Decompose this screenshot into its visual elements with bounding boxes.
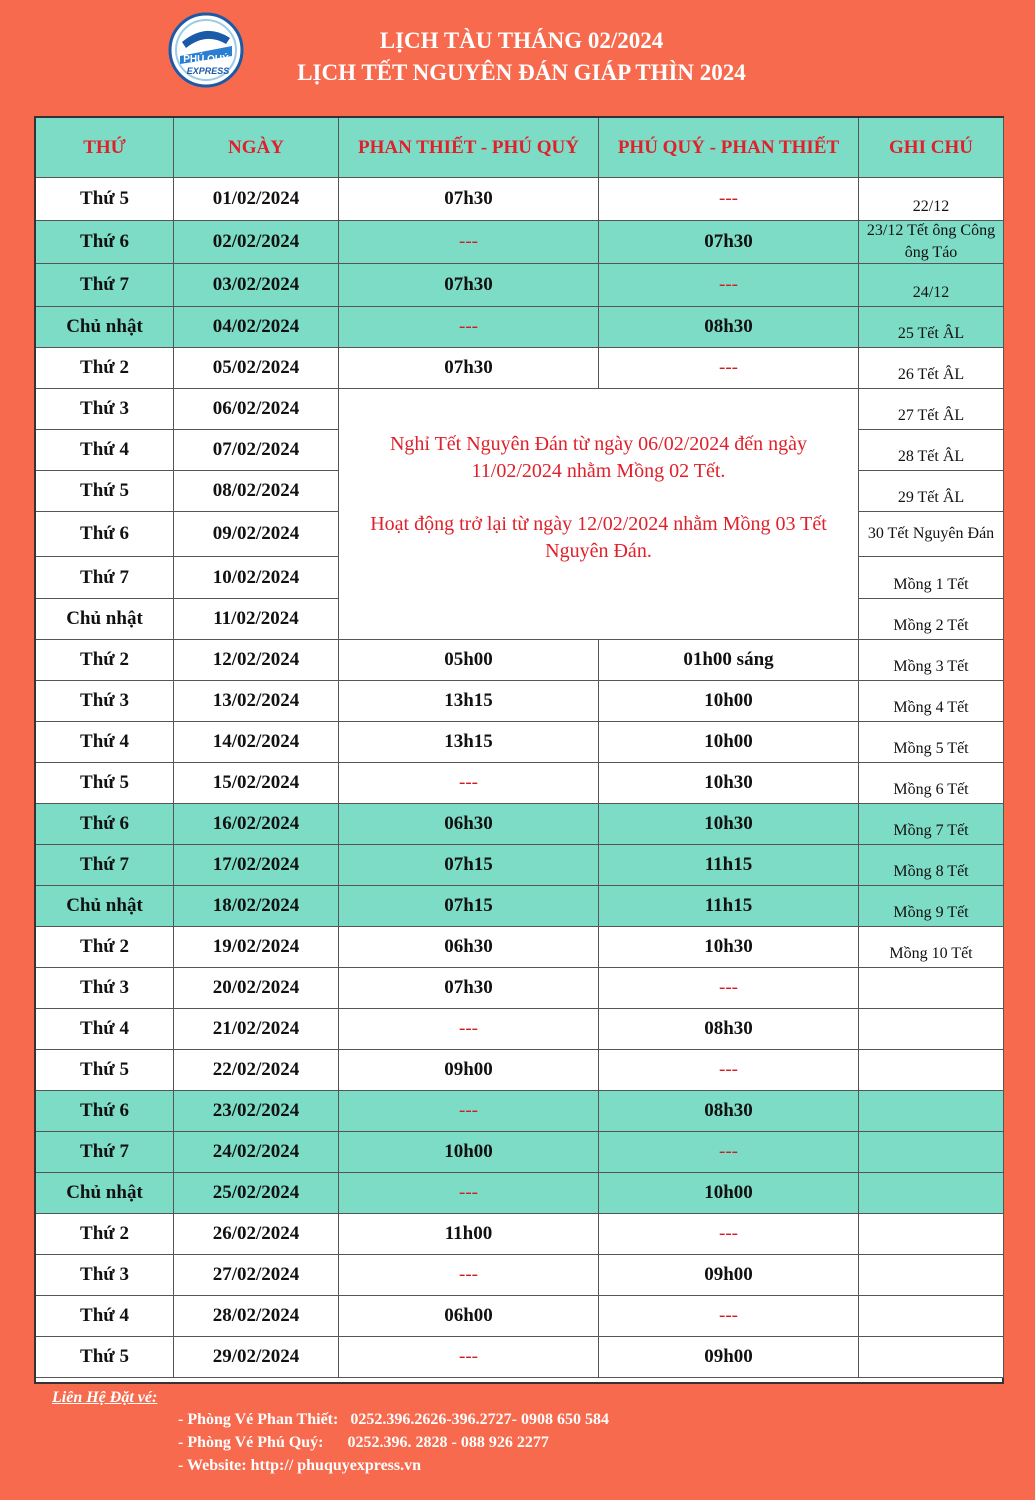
note-cell: 30 Tết Nguyên Đán [859, 512, 1004, 557]
date-cell: 02/02/2024 [174, 221, 339, 264]
departure-phan-thiet-cell: 07h30 [339, 178, 599, 221]
departure-phan-thiet-cell: --- [339, 1009, 599, 1050]
departure-phan-thiet-cell: 13h15 [339, 681, 599, 722]
day-cell: Thứ 2 [36, 927, 174, 968]
departure-phu-quy-cell: --- [599, 1050, 859, 1091]
note-cell [859, 1173, 1004, 1214]
note-cell: Mồng 4 Tết [859, 681, 1004, 722]
day-cell: Thứ 6 [36, 512, 174, 557]
departure-phu-quy-cell: 10h30 [599, 927, 859, 968]
departure-phan-thiet-cell: 05h00 [339, 640, 599, 681]
note-cell: 22/12 [859, 178, 1004, 221]
note-cell: Mồng 10 Tết [859, 927, 1004, 968]
contact-phu-quy: - Phòng Vé Phú Quý: 0252.396. 2828 - 088 926 2277 [178, 1434, 549, 1451]
day-cell: Thứ 3 [36, 968, 174, 1009]
day-cell: Chủ nhật [36, 599, 174, 640]
departure-phu-quy-cell: 07h30 [599, 221, 859, 264]
note-cell [859, 1091, 1004, 1132]
departure-phan-thiet-cell: --- [339, 763, 599, 804]
date-cell: 07/02/2024 [174, 430, 339, 471]
column-header: GHI CHÚ [859, 118, 1004, 178]
note-cell: Mồng 9 Tết [859, 886, 1004, 927]
departure-phu-quy-cell: 09h00 [599, 1337, 859, 1378]
note-cell: 26 Tết ÂL [859, 348, 1004, 389]
holiday-closure-text: Nghỉ Tết Nguyên Đán từ ngày 06/02/2024 đến ngày 11/02/2024 nhằm Mồng 02 Tết. [389, 433, 808, 482]
departure-phan-thiet-cell: 09h00 [339, 1050, 599, 1091]
departure-phan-thiet-cell: 10h00 [339, 1132, 599, 1173]
date-cell: 12/02/2024 [174, 640, 339, 681]
departure-phan-thiet-cell: 06h30 [339, 927, 599, 968]
day-cell: Chủ nhật [36, 307, 174, 348]
note-cell [859, 1337, 1004, 1378]
day-cell: Thứ 5 [36, 471, 174, 512]
day-cell: Thứ 4 [36, 1296, 174, 1337]
day-cell: Thứ 7 [36, 557, 174, 599]
day-cell: Thứ 6 [36, 804, 174, 845]
departure-phan-thiet-cell: --- [339, 1091, 599, 1132]
departure-phan-thiet-cell: 07h30 [339, 264, 599, 307]
day-cell: Thứ 7 [36, 1132, 174, 1173]
departure-phan-thiet-cell: 07h30 [339, 348, 599, 389]
day-cell: Thứ 6 [36, 221, 174, 264]
departure-phan-thiet-cell: --- [339, 221, 599, 264]
departure-phan-thiet-cell: 07h15 [339, 845, 599, 886]
note-cell: 29 Tết ÂL [859, 471, 1004, 512]
date-cell: 28/02/2024 [174, 1296, 339, 1337]
date-cell: 09/02/2024 [174, 512, 339, 557]
date-cell: 25/02/2024 [174, 1173, 339, 1214]
day-cell: Thứ 4 [36, 1009, 174, 1050]
departure-phu-quy-cell: 11h15 [599, 886, 859, 927]
date-cell: 19/02/2024 [174, 927, 339, 968]
note-cell: Mồng 3 Tết [859, 640, 1004, 681]
departure-phu-quy-cell: --- [599, 348, 859, 389]
day-cell: Thứ 5 [36, 1337, 174, 1378]
date-cell: 03/02/2024 [174, 264, 339, 307]
column-header: PHAN THIẾT - PHÚ QUÝ [339, 118, 599, 178]
date-cell: 06/02/2024 [174, 389, 339, 430]
departure-phan-thiet-cell: 07h15 [339, 886, 599, 927]
departure-phu-quy-cell: 10h30 [599, 804, 859, 845]
departure-phu-quy-cell: --- [599, 1132, 859, 1173]
departure-phu-quy-cell: --- [599, 178, 859, 221]
holiday-resume-text: Hoạt động trở lại từ ngày 12/02/2024 nhằm Mồng 03 Tết Nguyên Đán. [370, 513, 827, 562]
departure-phan-thiet-cell: 06h30 [339, 804, 599, 845]
day-cell: Thứ 2 [36, 1214, 174, 1255]
day-cell: Thứ 2 [36, 348, 174, 389]
column-header: PHÚ QUÝ - PHAN THIẾT [599, 118, 859, 178]
date-cell: 20/02/2024 [174, 968, 339, 1009]
day-cell: Thứ 3 [36, 1255, 174, 1296]
note-cell: Mồng 6 Tết [859, 763, 1004, 804]
date-cell: 29/02/2024 [174, 1337, 339, 1378]
note-cell [859, 1255, 1004, 1296]
note-cell: 27 Tết ÂL [859, 389, 1004, 430]
date-cell: 23/02/2024 [174, 1091, 339, 1132]
note-cell [859, 968, 1004, 1009]
note-cell [859, 1050, 1004, 1091]
departure-phu-quy-cell: --- [599, 968, 859, 1009]
svg-text:EXPRESS: EXPRESS [186, 66, 230, 76]
date-cell: 08/02/2024 [174, 471, 339, 512]
note-cell: Mồng 2 Tết [859, 599, 1004, 640]
departure-phan-thiet-cell: --- [339, 307, 599, 348]
date-cell: 04/02/2024 [174, 307, 339, 348]
departure-phu-quy-cell: 08h30 [599, 307, 859, 348]
departure-phan-thiet-cell: 11h00 [339, 1214, 599, 1255]
departure-phu-quy-cell: --- [599, 1214, 859, 1255]
day-cell: Thứ 5 [36, 763, 174, 804]
note-cell: 23/12 Tết ông Công ông Táo [859, 221, 1004, 264]
note-cell: 25 Tết ÂL [859, 307, 1004, 348]
departure-phan-thiet-cell: 13h15 [339, 722, 599, 763]
departure-phu-quy-cell: 10h00 [599, 722, 859, 763]
day-cell: Chủ nhật [36, 886, 174, 927]
note-cell: Mồng 5 Tết [859, 722, 1004, 763]
svg-text:PHÚ QUÝ: PHÚ QUÝ [183, 54, 229, 65]
date-cell: 22/02/2024 [174, 1050, 339, 1091]
contact-website: - Website: http:// phuquyexpress.vn [178, 1457, 422, 1474]
departure-phu-quy-cell: 08h30 [599, 1009, 859, 1050]
note-cell [859, 1296, 1004, 1337]
departure-phu-quy-cell: 01h00 sáng [599, 640, 859, 681]
day-cell: Thứ 4 [36, 430, 174, 471]
departure-phu-quy-cell: --- [599, 264, 859, 307]
note-cell [859, 1132, 1004, 1173]
date-cell: 26/02/2024 [174, 1214, 339, 1255]
date-cell: 15/02/2024 [174, 763, 339, 804]
date-cell: 27/02/2024 [174, 1255, 339, 1296]
note-cell: Mồng 8 Tết [859, 845, 1004, 886]
date-cell: 21/02/2024 [174, 1009, 339, 1050]
note-cell: Mồng 1 Tết [859, 557, 1004, 599]
day-cell: Thứ 4 [36, 722, 174, 763]
departure-phu-quy-cell: 10h00 [599, 1173, 859, 1214]
day-cell: Thứ 6 [36, 1091, 174, 1132]
page-title: LỊCH TÀU THÁNG 02/2024 [379, 28, 664, 53]
day-cell: Thứ 5 [36, 178, 174, 221]
departure-phu-quy-cell: 11h15 [599, 845, 859, 886]
departure-phu-quy-cell: --- [599, 1296, 859, 1337]
date-cell: 17/02/2024 [174, 845, 339, 886]
note-cell: 28 Tết ÂL [859, 430, 1004, 471]
date-cell: 24/02/2024 [174, 1132, 339, 1173]
date-cell: 10/02/2024 [174, 557, 339, 599]
departure-phu-quy-cell: 10h30 [599, 763, 859, 804]
contact-phan-thiet: - Phòng Vé Phan Thiết: 0252.396.2626-396.2727- 0908 650 584 [178, 1411, 609, 1428]
day-cell: Thứ 5 [36, 1050, 174, 1091]
departure-phan-thiet-cell: --- [339, 1337, 599, 1378]
column-header: NGÀY [174, 118, 339, 178]
column-header: THỨ [36, 118, 174, 178]
day-cell: Chủ nhật [36, 1173, 174, 1214]
date-cell: 18/02/2024 [174, 886, 339, 927]
departure-phan-thiet-cell: --- [339, 1255, 599, 1296]
note-cell: Mồng 7 Tết [859, 804, 1004, 845]
day-cell: Thứ 3 [36, 681, 174, 722]
page-subtitle: LỊCH TẾT NGUYÊN ĐÁN GIÁP THÌN 2024 [297, 60, 746, 85]
day-cell: Thứ 3 [36, 389, 174, 430]
departure-phan-thiet-cell: 07h30 [339, 968, 599, 1009]
schedule-table [34, 116, 1004, 1384]
note-cell [859, 1009, 1004, 1050]
day-cell: Thứ 7 [36, 845, 174, 886]
holiday-notice [339, 389, 859, 640]
contact-heading: Liên Hệ Đặt vé: [52, 1389, 158, 1406]
note-cell [859, 1214, 1004, 1255]
day-cell: Thứ 7 [36, 264, 174, 307]
date-cell: 13/02/2024 [174, 681, 339, 722]
date-cell: 14/02/2024 [174, 722, 339, 763]
date-cell: 11/02/2024 [174, 599, 339, 640]
note-cell: 24/12 [859, 264, 1004, 307]
date-cell: 01/02/2024 [174, 178, 339, 221]
departure-phan-thiet-cell: --- [339, 1173, 599, 1214]
departure-phan-thiet-cell: 06h00 [339, 1296, 599, 1337]
date-cell: 16/02/2024 [174, 804, 339, 845]
departure-phu-quy-cell: 08h30 [599, 1091, 859, 1132]
departure-phu-quy-cell: 10h00 [599, 681, 859, 722]
day-cell: Thứ 2 [36, 640, 174, 681]
departure-phu-quy-cell: 09h00 [599, 1255, 859, 1296]
date-cell: 05/02/2024 [174, 348, 339, 389]
